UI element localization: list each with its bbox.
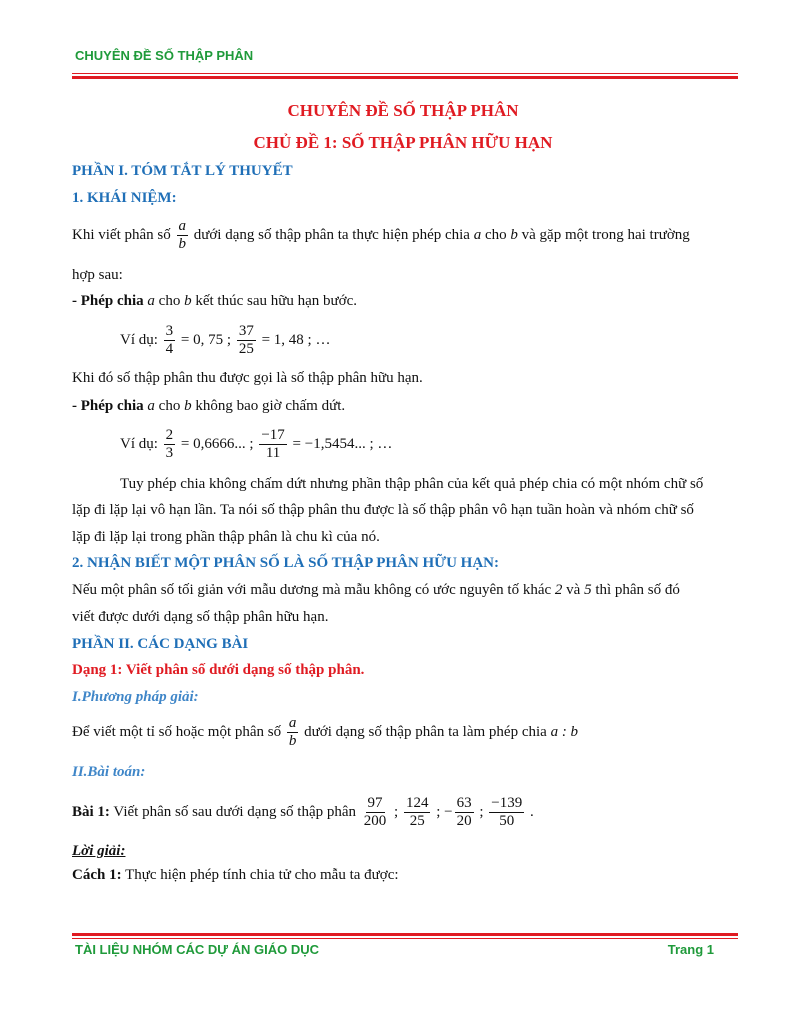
- section1-heading: 1. KHÁI NIỆM:: [72, 190, 177, 206]
- method-fraction-a-over-b: $\frac{a}{b}$: [288, 715, 297, 750]
- bai1-fraction-2: $\frac{124}{25}$: [405, 795, 429, 830]
- header-rule-thin: [72, 73, 738, 74]
- part2-heading: PHẦN II. CÁC DẠNG BÀI: [72, 636, 249, 652]
- rule-line-1: Nếu một phân số tối giản với mẫu dương mà mẫu không có ước nguyên tố khác 2 và 5 thì phân số đó: [72, 582, 680, 598]
- header-rule-thick: [72, 76, 738, 79]
- rule-line-2: viết được dưới dạng số thập phân hữu hạn.: [72, 609, 329, 625]
- ex2-fraction-2: $\frac{-17}{11}$: [261, 427, 285, 462]
- footer-source: TÀI LIỆU NHÓM CÁC DỰ ÁN GIÁO DỤC: [75, 942, 320, 957]
- doc-subtitle: CHỦ ĐỀ 1: SỐ THẬP PHÂN HỮU HẠN: [253, 133, 553, 152]
- solution-heading: Lời giải:: [72, 843, 126, 859]
- problem-heading: II.Bài toán:: [72, 764, 146, 780]
- section2-heading: 2. NHẬN BIẾT MỘT PHÂN SỐ LÀ SỐ THẬP PHÂN HỮU HẠN:: [72, 555, 499, 571]
- part1-heading: PHẦN I. TÓM TẮT LÝ THUYẾT: [72, 163, 293, 179]
- intro-line-2: hợp sau:: [72, 267, 123, 283]
- doc-title: CHUYÊN ĐỀ SỐ THẬP PHÂN: [287, 101, 519, 120]
- footer-rule-thin: [72, 938, 738, 939]
- case1-line: - Phép chia a cho b kết thúc sau hữu hạn bước.: [72, 293, 357, 309]
- intro-line: Khi viết phân số $\frac{a}{b}$ dưới dạng số thập phân ta thực hiện phép chia a cho b và gặp một trong hai trường: [72, 218, 690, 253]
- ex2-fraction-1: $\frac{2}{3}$: [165, 427, 174, 462]
- bai1-fraction-1: $\frac{97}{200}$: [363, 795, 387, 830]
- cach1-line: Cách 1: Thực hiện phép tính chia tử cho mẫu ta được:: [72, 867, 399, 883]
- paragraph-line-2: lặp đi lặp lại vô hạn lần. Ta nói số thập phân thu được là số thập phân vô hạn tuần hoàn và nhóm chữ số: [72, 502, 694, 518]
- finite-note: Khi đó số thập phân thu được gọi là số thập phân hữu hạn.: [72, 370, 423, 386]
- footer-rule-thick: [72, 933, 738, 936]
- page-footer: [75, 942, 714, 957]
- ex1-fraction-1: $\frac{3}{4}$: [165, 323, 174, 358]
- paragraph-line-1: Tuy phép chia không chấm dứt nhưng phần thập phân của kết quả phép chia có một nhóm chữ số: [120, 476, 704, 492]
- bai1-fraction-3: $\frac{63}{20}$: [456, 795, 472, 830]
- bai1-line: Bài 1: Viết phân số sau dưới dạng số thập phân $\frac{97}{200}$ ; $\frac{124}{25}$ ; − $\frac{63}{20}$ ; $\frac{-139}{50}$ .: [72, 795, 534, 830]
- example2-line: Ví dụ: $\frac{2}{3}$ = 0,6666... ; $\frac{-17}{11}$ = −1,5454... ; …: [120, 427, 393, 462]
- paragraph-line-3: lặp đi lặp lại trong phần thập phân là chu kì của nó.: [72, 529, 380, 545]
- page-header-title: CHUYÊN ĐỀ SỐ THẬP PHÂN: [75, 48, 254, 63]
- method-heading: I.Phương pháp giải:: [72, 689, 199, 705]
- fraction-a-over-b: $\frac{a}{b}$: [178, 218, 186, 253]
- method-line: Để viết một tỉ số hoặc một phân số $\frac{a}{b}$ dưới dạng số thập phân ta làm phép chia a : b: [72, 715, 579, 750]
- dang1-heading: Dạng 1: Viết phân số dưới dạng số thập phân.: [72, 662, 365, 678]
- ex1-fraction-2: $\frac{37}{25}$: [238, 323, 254, 358]
- bai1-fraction-4: $\frac{-139}{50}$: [491, 795, 523, 830]
- case2-line: - Phép chia a cho b không bao giờ chấm dứt.: [72, 398, 346, 414]
- page-number: Trang 1: [667, 942, 714, 957]
- example1-line: Ví dụ: $\frac{3}{4}$ = 0, 75 ; $\frac{37}{25}$ = 1, 48 ; …: [120, 323, 331, 358]
